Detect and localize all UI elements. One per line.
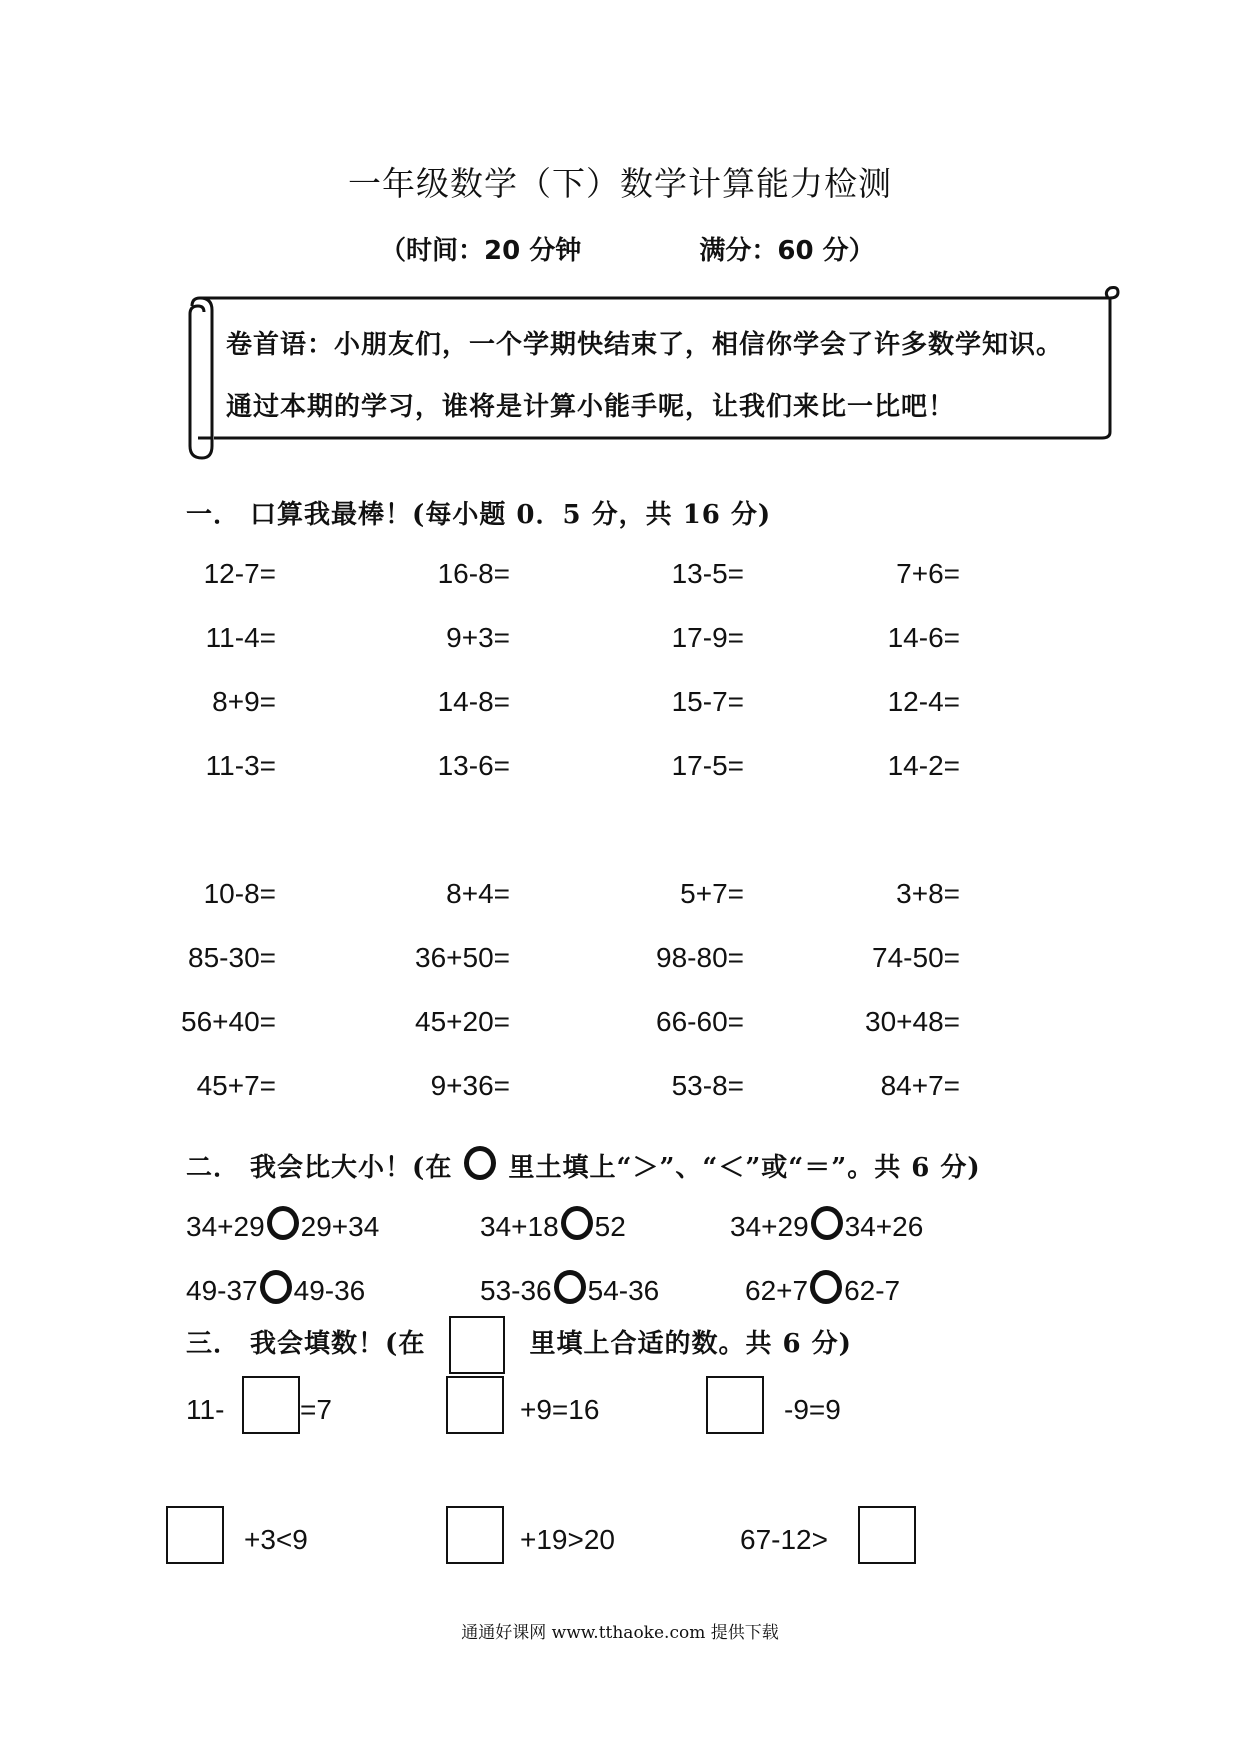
- fill-item-a-prefix: 11-: [186, 1394, 225, 1425]
- mental-math-problem: 15-7=: [671, 686, 744, 717]
- compare-circle-input[interactable]: [811, 1206, 843, 1240]
- mental-math-problem: 16-8=: [437, 558, 510, 589]
- compare-left: 49-37: [186, 1275, 258, 1306]
- mental-math-problem: 11-4=: [205, 622, 276, 653]
- fill-box-input[interactable]: [242, 1376, 300, 1434]
- mental-math-problem: 3+8=: [896, 878, 960, 909]
- compare-right: 34+26: [844, 1211, 924, 1242]
- fill-item-e-suffix: +19>20: [520, 1524, 615, 1555]
- mental-math-problem: 10-8=: [203, 878, 276, 909]
- preface-line-2: 通过本期的学习，谁将是计算小能手呢，让我们来比一比吧！: [226, 392, 956, 422]
- compare-circle-input[interactable]: [260, 1270, 292, 1304]
- mental-math-problem: 9+3=: [446, 622, 510, 653]
- section-3-heading-end: 里填上合适的数。共 6 分): [529, 1329, 852, 1359]
- mental-math-problem: 74-50=: [872, 942, 960, 973]
- compare-circle-input[interactable]: [267, 1206, 299, 1240]
- section-3-heading: [186, 1316, 852, 1374]
- compare-left: 34+29: [186, 1211, 265, 1242]
- mental-math-problem: 7+6=: [896, 558, 960, 589]
- compare-item: [186, 1206, 379, 1243]
- preface-line-1: 卷首语：小朋友们，一个学期快结束了，相信你学会了许多数学知识。: [226, 330, 1064, 360]
- scroll-frame: [182, 286, 1128, 462]
- section-2-heading-start: 二． 我会比大小！(在: [186, 1153, 453, 1183]
- compare-circle-input[interactable]: [810, 1270, 842, 1304]
- mental-math-problem: 8+9=: [212, 686, 276, 717]
- compare-item: [186, 1270, 365, 1307]
- compare-item: [745, 1270, 900, 1307]
- mental-math-problem: 66-60=: [656, 1006, 744, 1037]
- mental-math-problem: 12-4=: [887, 686, 960, 717]
- preface-scroll-banner: [182, 286, 1128, 462]
- mental-math-problem: 53-8=: [671, 1070, 744, 1101]
- compare-right: 49-36: [293, 1275, 366, 1306]
- mental-math-problem: 13-6=: [437, 750, 510, 781]
- full-score: 满分：60 分）: [699, 236, 875, 266]
- compare-right: 29+34: [300, 1211, 380, 1242]
- footer-source: 通通好课网 www.tthaoke.com 提供下载: [461, 1623, 779, 1643]
- compare-left: 53-36: [480, 1275, 552, 1306]
- section-3-heading-start: 三． 我会填数！(在: [186, 1329, 426, 1359]
- compare-right: 62-7: [844, 1275, 901, 1306]
- compare-left: 34+29: [730, 1211, 809, 1242]
- mental-math-problem: 30+48=: [865, 1006, 960, 1037]
- fill-box-input[interactable]: [706, 1376, 764, 1434]
- compare-circle-input[interactable]: [554, 1270, 586, 1304]
- compare-item: [730, 1206, 923, 1243]
- compare-circle-input[interactable]: [561, 1206, 593, 1240]
- circle-blank-icon: [464, 1146, 496, 1180]
- fill-item-a-suffix: =7: [300, 1394, 332, 1425]
- mental-math-problem: 84+7=: [880, 1070, 960, 1101]
- mental-math-problem: 14-6=: [887, 622, 960, 653]
- mental-math-problem: 17-9=: [671, 622, 744, 653]
- exam-info: [380, 230, 875, 267]
- mental-math-problem: 13-5=: [671, 558, 744, 589]
- compare-right: 54-36: [587, 1275, 660, 1306]
- time-limit: （时间：20 分钟: [380, 236, 582, 266]
- fill-box-input[interactable]: [166, 1506, 224, 1564]
- compare-left: 62+7: [745, 1275, 809, 1306]
- square-blank-icon: [449, 1316, 505, 1374]
- fill-box-input[interactable]: [446, 1376, 504, 1434]
- fill-item-d-suffix: +3<9: [244, 1524, 308, 1555]
- mental-math-problem: 8+4=: [446, 878, 510, 909]
- compare-left: 34+18: [480, 1211, 559, 1242]
- fill-box-input[interactable]: [446, 1506, 504, 1564]
- mental-math-problem: 9+36=: [430, 1070, 510, 1101]
- compare-right: 52: [594, 1211, 626, 1242]
- mental-math-problem: 45+7=: [196, 1070, 276, 1101]
- fill-item-c-suffix: -9=9: [784, 1394, 841, 1425]
- fill-item-f-prefix: 67-12>: [740, 1524, 828, 1555]
- section-1-heading: 一． 口算我最棒！(每小题 0．5 分，共 16 分): [186, 500, 772, 530]
- mental-math-problem: 11-3=: [205, 750, 276, 781]
- mental-math-problem: 14-2=: [887, 750, 960, 781]
- fill-box-input[interactable]: [858, 1506, 916, 1564]
- section-2-heading-end: 里土填上“＞”、“＜”或“＝”。共 6 分): [508, 1153, 981, 1183]
- mental-math-problem: 5+7=: [680, 878, 744, 909]
- mental-math-problem: 36+50=: [415, 942, 510, 973]
- mental-math-problem: 56+40=: [181, 1006, 276, 1037]
- compare-item: [480, 1206, 626, 1243]
- mental-math-problem: 14-8=: [437, 686, 510, 717]
- page-title: 一年级数学（下）数学计算能力检测: [348, 164, 892, 203]
- mental-math-problem: 85-30=: [188, 942, 276, 973]
- mental-math-problem: 12-7=: [203, 558, 276, 589]
- mental-math-problem: 17-5=: [671, 750, 744, 781]
- section-2-heading: [186, 1146, 981, 1184]
- fill-item-b-suffix: +9=16: [520, 1394, 600, 1425]
- compare-item: [480, 1270, 659, 1307]
- mental-math-problem: 45+20=: [415, 1006, 510, 1037]
- mental-math-problem: 98-80=: [656, 942, 744, 973]
